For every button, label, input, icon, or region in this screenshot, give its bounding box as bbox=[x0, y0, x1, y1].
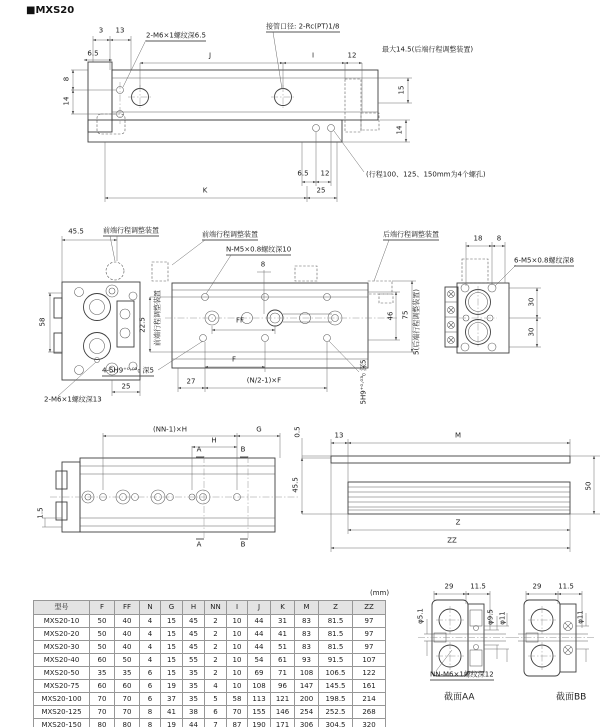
table-header-cell: M bbox=[295, 601, 319, 615]
table-cell: 108 bbox=[295, 667, 319, 680]
table-cell: 40 bbox=[115, 615, 140, 628]
table-cell: 37 bbox=[161, 693, 183, 706]
table-cell: 4 bbox=[140, 615, 161, 628]
table-row bbox=[34, 641, 386, 654]
table-cell: 4 bbox=[205, 680, 227, 693]
dim-label: 5H9⁺⁰·⁰³₀ 深5 bbox=[359, 359, 368, 405]
dim-label: 50 bbox=[584, 481, 593, 491]
table-cell: 70 bbox=[115, 693, 140, 706]
table-cell: 81.5 bbox=[319, 641, 353, 654]
dim-label: 8 bbox=[496, 234, 502, 243]
table-cell: 44 bbox=[248, 615, 271, 628]
model-cell: MXS20-50 bbox=[34, 667, 90, 680]
table-cell: 70 bbox=[90, 693, 115, 706]
table-cell: 93 bbox=[295, 654, 319, 667]
table-cell: 97 bbox=[353, 615, 386, 628]
table-cell: 10 bbox=[227, 667, 248, 680]
dim-label: 2-M6×1螺纹深6.5 bbox=[146, 31, 206, 40]
dim-label: 12 bbox=[347, 51, 357, 60]
table-cell: 50 bbox=[90, 628, 115, 641]
model-cell: MXS20-30 bbox=[34, 641, 90, 654]
table-cell: 50 bbox=[115, 654, 140, 667]
table-cell: 81.5 bbox=[319, 615, 353, 628]
table-header-cell: G bbox=[161, 601, 183, 615]
table-header-cell: FF bbox=[115, 601, 140, 615]
table-cell: 171 bbox=[271, 719, 295, 727]
table-cell: 87 bbox=[227, 719, 248, 727]
model-cell: MXS20-125 bbox=[34, 706, 90, 719]
dim-label: K bbox=[202, 186, 208, 195]
table-cell: 15 bbox=[161, 641, 183, 654]
table-cell: 10 bbox=[227, 654, 248, 667]
table-header-cell: I bbox=[227, 601, 248, 615]
table-cell: 71 bbox=[271, 667, 295, 680]
table-cell: 83 bbox=[295, 615, 319, 628]
dim-label: 45.5 bbox=[68, 227, 84, 236]
table-cell: 80 bbox=[115, 719, 140, 727]
table-header-cell: Z bbox=[319, 601, 353, 615]
table-row bbox=[34, 719, 386, 727]
table-cell: 38 bbox=[183, 706, 205, 719]
model-cell: MXS20-40 bbox=[34, 654, 90, 667]
table-cell: 50 bbox=[90, 615, 115, 628]
dim-label: 25 bbox=[316, 186, 326, 195]
dim-label: Z bbox=[455, 518, 461, 527]
dim-label: 75 bbox=[401, 310, 410, 320]
table-cell: 69 bbox=[248, 667, 271, 680]
table-cell: 106.5 bbox=[319, 667, 353, 680]
dim-label: 0.5 bbox=[293, 426, 302, 438]
table-cell: 2 bbox=[205, 628, 227, 641]
section-bb bbox=[512, 591, 596, 676]
dim-label: 前端行程调整装置 bbox=[153, 290, 162, 346]
table-cell: 2 bbox=[205, 654, 227, 667]
dim-label: 6-M5×0.8螺纹深8 bbox=[514, 256, 574, 265]
dim-label: 前端行程调整装置 bbox=[103, 226, 159, 235]
table-cell: 15 bbox=[161, 615, 183, 628]
dim-label: 截面AA bbox=[444, 692, 475, 703]
dim-label: I bbox=[311, 51, 315, 60]
view-top-elevation bbox=[71, 32, 412, 202]
dim-label: 3 bbox=[98, 26, 104, 35]
dim-label: φ11 bbox=[498, 611, 507, 625]
table-cell: 19 bbox=[161, 719, 183, 727]
table-cell: 35 bbox=[183, 667, 205, 680]
dim-label: 15 bbox=[397, 85, 406, 95]
dim-label: 后端行程调整装置 bbox=[383, 230, 439, 239]
dim-label: 27 bbox=[186, 377, 196, 386]
table-cell: 35 bbox=[115, 667, 140, 680]
dim-label: (NN-1)×H bbox=[152, 425, 188, 434]
table-cell: 252.5 bbox=[319, 706, 353, 719]
table-header-cell: N bbox=[140, 601, 161, 615]
table-cell: 35 bbox=[183, 693, 205, 706]
dim-label: 58 bbox=[38, 317, 47, 327]
dim-label: φ9.5 bbox=[486, 609, 495, 625]
table-cell: 306 bbox=[295, 719, 319, 727]
table-cell: 10 bbox=[227, 615, 248, 628]
table-cell: 268 bbox=[353, 706, 386, 719]
table-row bbox=[34, 667, 386, 680]
table-cell: 8 bbox=[140, 706, 161, 719]
model-cell: MXS20-150 bbox=[34, 719, 90, 727]
table-cell: 55 bbox=[183, 654, 205, 667]
table-cell: 10 bbox=[227, 628, 248, 641]
table-cell: 6 bbox=[140, 693, 161, 706]
dim-label: B bbox=[240, 540, 246, 549]
table-cell: 60 bbox=[90, 654, 115, 667]
dim-label: N-M5×0.8螺纹深10 bbox=[226, 245, 292, 254]
table-cell: 51 bbox=[271, 641, 295, 654]
dim-label: φ5.1 bbox=[416, 608, 425, 624]
dim-label: G bbox=[256, 425, 262, 434]
table-cell: 10 bbox=[227, 680, 248, 693]
dim-label: 29 bbox=[444, 582, 454, 591]
table-header-cell: H bbox=[183, 601, 205, 615]
table-cell: 61 bbox=[271, 654, 295, 667]
dim-label: 6.5 bbox=[87, 49, 99, 58]
table-header-cell: K bbox=[271, 601, 295, 615]
table-cell: 108 bbox=[248, 680, 271, 693]
view-rear-end bbox=[445, 242, 541, 353]
dim-label: 22.5 bbox=[138, 317, 147, 333]
page-title: ■MXS20 bbox=[26, 5, 75, 16]
model-cell: MXS20-100 bbox=[34, 693, 90, 706]
dim-label: 30 bbox=[527, 327, 536, 337]
table-cell: 254 bbox=[295, 706, 319, 719]
view-side bbox=[42, 433, 300, 540]
table-cell: 7 bbox=[205, 719, 227, 727]
dim-label: 5(后端行程调整装置) bbox=[412, 289, 421, 355]
model-cell: MXS20-20 bbox=[34, 628, 90, 641]
table-cell: 2 bbox=[205, 615, 227, 628]
table-row bbox=[34, 680, 386, 693]
dim-label: 8 bbox=[260, 260, 266, 269]
table-cell: 41 bbox=[161, 706, 183, 719]
table-cell: 113 bbox=[248, 693, 271, 706]
table-cell: 35 bbox=[183, 680, 205, 693]
table-header-cell: F bbox=[90, 601, 115, 615]
table-cell: 161 bbox=[353, 680, 386, 693]
table-cell: 70 bbox=[227, 706, 248, 719]
table-cell: 83 bbox=[295, 641, 319, 654]
table-header-cell: ZZ bbox=[353, 601, 386, 615]
dim-label: 接管口径: 2-Rc(PT)1/8 bbox=[266, 22, 340, 31]
table-cell: 6 bbox=[140, 667, 161, 680]
unit-note: (mm) bbox=[370, 589, 390, 597]
dim-label: F bbox=[231, 355, 237, 364]
table-row bbox=[34, 654, 386, 667]
table-cell: 198.5 bbox=[319, 693, 353, 706]
table-cell: 58 bbox=[227, 693, 248, 706]
dim-label: 12 bbox=[320, 169, 330, 178]
table-cell: 60 bbox=[90, 680, 115, 693]
dim-label: 46 bbox=[386, 311, 395, 321]
table-cell: 6 bbox=[140, 680, 161, 693]
table-cell: 45 bbox=[183, 615, 205, 628]
table-cell: 70 bbox=[115, 706, 140, 719]
table-cell: 6 bbox=[205, 706, 227, 719]
table-cell: 5 bbox=[205, 693, 227, 706]
dim-label: 30 bbox=[527, 297, 536, 307]
dim-label: 45.5 bbox=[291, 477, 300, 493]
dim-label: H bbox=[211, 436, 217, 445]
dim-label: ZZ bbox=[447, 536, 457, 545]
table-header-cell: J bbox=[248, 601, 271, 615]
table-row bbox=[34, 706, 386, 719]
table-cell: 4 bbox=[140, 654, 161, 667]
table-cell: 190 bbox=[248, 719, 271, 727]
table-cell: 200 bbox=[295, 693, 319, 706]
model-cell: MXS20-75 bbox=[34, 680, 90, 693]
dim-label: 1.5 bbox=[36, 507, 45, 519]
dim-label: 25 bbox=[121, 382, 131, 391]
table-cell: 83 bbox=[295, 628, 319, 641]
dim-label: J bbox=[208, 51, 212, 60]
dim-label: B bbox=[240, 445, 246, 454]
table-cell: 122 bbox=[353, 667, 386, 680]
dim-label: 13 bbox=[115, 26, 125, 35]
dim-label: 8 bbox=[62, 76, 71, 82]
table-cell: 107 bbox=[353, 654, 386, 667]
table-cell: 15 bbox=[161, 654, 183, 667]
table-cell: 4 bbox=[140, 628, 161, 641]
table-cell: 35 bbox=[90, 667, 115, 680]
dim-label: 6.5 bbox=[297, 169, 309, 178]
dim-label: (N/2-1)×F bbox=[246, 376, 282, 385]
table-cell: 155 bbox=[248, 706, 271, 719]
table-cell: 50 bbox=[90, 641, 115, 654]
table-header-cell: NN bbox=[205, 601, 227, 615]
model-cell: MXS20-10 bbox=[34, 615, 90, 628]
dim-label: 前端行程调整装置 bbox=[202, 230, 258, 239]
dim-label: 2-M6×1螺纹深13 bbox=[44, 395, 102, 404]
table-cell: 214 bbox=[353, 693, 386, 706]
dim-label: 11.5 bbox=[470, 582, 486, 591]
dim-label: 最大14.5(后端行程调整装置) bbox=[382, 45, 474, 54]
table-cell: 45 bbox=[183, 628, 205, 641]
table-cell: 31 bbox=[271, 615, 295, 628]
dim-label: 截面BB bbox=[556, 692, 587, 703]
table-cell: 54 bbox=[248, 654, 271, 667]
table-cell: 80 bbox=[90, 719, 115, 727]
table-cell: 146 bbox=[271, 706, 295, 719]
table-cell: 2 bbox=[205, 641, 227, 654]
table-row bbox=[34, 615, 386, 628]
dim-label: 18 bbox=[473, 234, 483, 243]
section-aa bbox=[418, 591, 512, 676]
table-cell: 97 bbox=[353, 628, 386, 641]
dim-label: 14 bbox=[395, 125, 404, 135]
table-cell: 145.5 bbox=[319, 680, 353, 693]
dimension-table bbox=[33, 600, 386, 727]
dim-label: FF bbox=[235, 316, 245, 325]
table-cell: 2 bbox=[205, 667, 227, 680]
table-cell: 40 bbox=[115, 641, 140, 654]
dim-label: φ11 bbox=[576, 610, 585, 624]
dim-label: M bbox=[454, 431, 462, 440]
view-front-end bbox=[48, 236, 140, 396]
table-row bbox=[34, 628, 386, 641]
dim-label: A bbox=[196, 540, 202, 549]
dim-label: 11.5 bbox=[558, 582, 574, 591]
table-cell: 147 bbox=[295, 680, 319, 693]
table-row bbox=[34, 693, 386, 706]
table-cell: 44 bbox=[248, 641, 271, 654]
table-cell: 15 bbox=[161, 667, 183, 680]
dim-label: 13 bbox=[334, 431, 344, 440]
table-cell: 41 bbox=[271, 628, 295, 641]
table-cell: 121 bbox=[271, 693, 295, 706]
table-cell: 4 bbox=[140, 641, 161, 654]
table-cell: 19 bbox=[161, 680, 183, 693]
table-header-row bbox=[34, 601, 386, 615]
dim-label: 4-5H9⁺⁰·⁰³₀ 深5 bbox=[102, 366, 154, 375]
table-cell: 10 bbox=[227, 641, 248, 654]
table-cell: 96 bbox=[271, 680, 295, 693]
dim-label: A bbox=[196, 445, 202, 454]
table-cell: 8 bbox=[140, 719, 161, 727]
dim-label: NN-M6×1螺纹深12 bbox=[430, 670, 494, 679]
table-cell: 60 bbox=[115, 680, 140, 693]
view-side-extended bbox=[302, 438, 600, 552]
table-cell: 70 bbox=[90, 706, 115, 719]
table-cell: 44 bbox=[248, 628, 271, 641]
dim-label: 29 bbox=[532, 582, 542, 591]
view-plan bbox=[150, 240, 416, 392]
dim-label: 14 bbox=[62, 96, 71, 106]
table-cell: 15 bbox=[161, 628, 183, 641]
table-cell: 81.5 bbox=[319, 628, 353, 641]
table-cell: 304.5 bbox=[319, 719, 353, 727]
table-header-cell: 型号 bbox=[34, 601, 90, 615]
table-cell: 91.5 bbox=[319, 654, 353, 667]
table-cell: 320 bbox=[353, 719, 386, 727]
table-cell: 97 bbox=[353, 641, 386, 654]
table-cell: 45 bbox=[183, 641, 205, 654]
dim-label: (行程100、125、150mm为4个螺孔) bbox=[366, 170, 486, 179]
table-cell: 40 bbox=[115, 628, 140, 641]
table-cell: 44 bbox=[183, 719, 205, 727]
